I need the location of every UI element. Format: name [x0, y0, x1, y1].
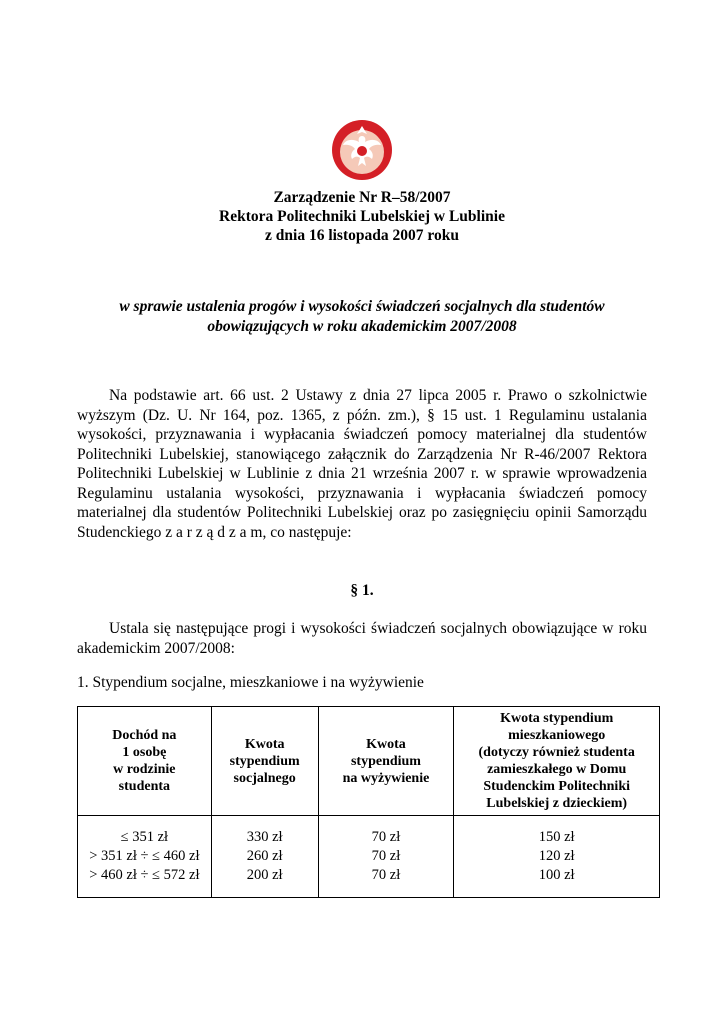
intro-paragraph	[77, 386, 647, 542]
header-social: Kwota stypendium socjalnego	[211, 707, 318, 816]
section-paragraph	[77, 619, 647, 658]
subject-line-2: obowiązujących w roku akademickim 2007/2008	[207, 318, 517, 335]
table-header-row	[78, 707, 660, 816]
section-heading: § 1.	[350, 582, 374, 599]
scholarship-table	[77, 706, 660, 898]
header-issuer: Rektora Politechniki Lubelskiej w Lublinie	[219, 208, 505, 225]
food-amounts: 70 zł 70 zł 70 zł	[318, 816, 454, 898]
list-item-1: 1. Stypendium socjalne, mieszkaniowe i na wyżywienie	[77, 674, 424, 691]
housing-amounts: 150 zł 120 zł 100 zł	[454, 816, 660, 898]
income-thresholds: ≤ 351 zł > 351 zł ÷ ≤ 460 zł > 460 zł ÷ ≤ 572 zł	[78, 816, 212, 898]
intro-text: Na podstawie art. 66 ust. 2 Ustawy z dnia 27 lipca 2005 r. Prawo o szkolnictwie wyższym (Dz. U. Nr 164, poz. 1365, z późn. zm.), § 15 ust. 1 Regulaminu ustalania wysokości, przyznawania i wypłacania świadczeń pomocy materialnej dla studentów Politechniki Lubelskiej, stanowiącego załącznik do Zarządzenia Nr R-46/2007 Rektora Politechniki Lubelskiej w Lublinie z dnia 21 września 2007 r. w sprawie wprowadzenia Regulaminu ustalania wysokości, przyznawania i wypłacania świadczeń pomocy materialnej dla studentów Politechniki Lubelskiej oraz po zasięgnięciu opinii Samorządu Studenckiego z a r z ą d z a m, co następuje:	[77, 387, 647, 541]
section-text: Ustala się następujące progi i wysokości świadczeń socjalnych obowiązujące w roku akademickim 2007/2008:	[77, 620, 647, 657]
university-logo	[330, 118, 394, 182]
header-title: Zarządzenie Nr R–58/2007	[273, 189, 451, 206]
header-food: Kwota stypendium na wyżywienie	[318, 707, 454, 816]
subject-line-1: w sprawie ustalenia progów i wysokości świadczeń socjalnych dla studentów	[119, 298, 605, 315]
header-housing: Kwota stypendium mieszkaniowego (dotyczy również studenta zamieszkałego w Domu Studenckim Politechniki Lubelskiej z dzieckiem)	[454, 707, 660, 816]
social-amounts: 330 zł 260 zł 200 zł	[211, 816, 318, 898]
header-date: z dnia 16 listopada 2007 roku	[265, 227, 459, 244]
logo-center	[357, 146, 367, 156]
header-income: Dochód na 1 osobę w rodzinie studenta	[78, 707, 212, 816]
document-subject	[60, 297, 664, 337]
table-row	[78, 816, 660, 898]
document-header	[0, 188, 724, 245]
